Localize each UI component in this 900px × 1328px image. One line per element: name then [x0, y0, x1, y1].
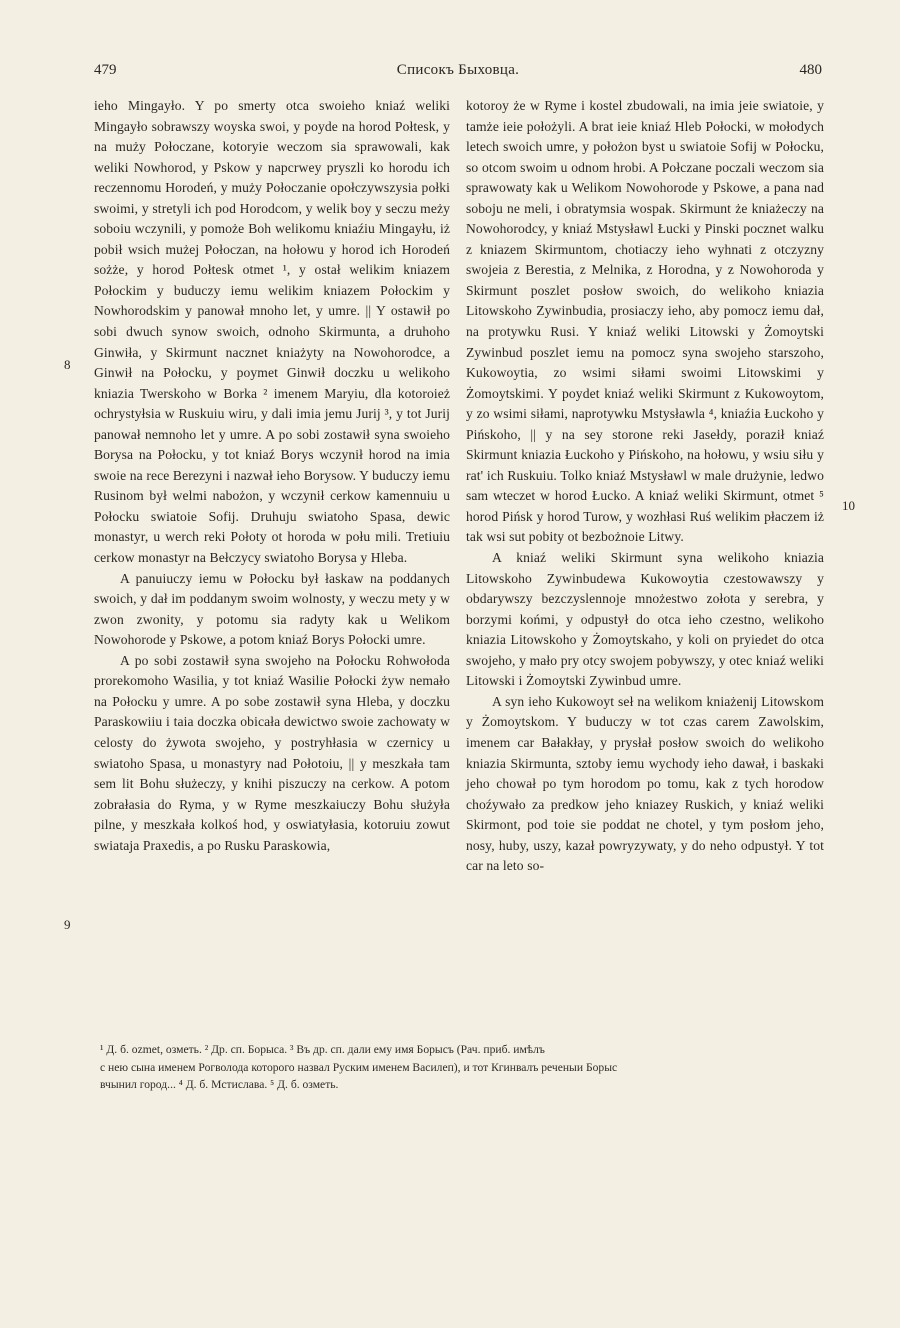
left-paragraph-2: A panuiuczy iemu w Połocku był łaskaw na poddanych swoich, y dał im poddanym swoim wolnosty, y weczu mety y w zwon zwonity, y potomu sia radyty kak u Welikom Nowohorode y Pskowe, a potom kniaź Borys Połocki umre. — [94, 570, 450, 648]
footnote-line-1: ¹ Д. б. ozmet, озметь. ² Др. сп. Борыса. ³ Въ др. сп. дали ему имя Борысъ (Рач. приб. имѣлъ — [100, 1043, 545, 1056]
right-paragraph-1: kotoroy że w Ryme i kostel zbudowali, na imia jeie swiatoie, y tamże ieie położyli. A brat ieie kniaź Hleb Połocki, w mołodych letech swoich umre, y położon byst u swiatoie Sofij w Połocku, so otcom swoim u odnom hrobi. A Połczane poczali weczom sia sprawowaty kak u Welikom Nowohorode y Pskowe, a pana nad soboju ne meli, i obratymsia wospak. Skirmunt że kniażeczy na Nowohorodcy, y kniaź Mstysławl Łucki y Pinski pocznet walku z kniazem Skirmuntom, chotiaczy ieho wyhnati z otczyzny swojeia z Berestia, z Melnika, z Horodna, y z Nowohoroda y Skirmunt poszlet posłow swoich, do welikoho kniazia Litowskoho Zywinbudia, prosiaczy ieho, aby pomocz iemu dał, na protywku Rusi. Y kniaź weliki Litowski y Żomoytski Zywinbud poszlet iemu na pomocz syna swojeho starszoho, Kukowoytia, zo wsimi siłami swoimi Litowskimi y Żomoytskimi. Y poydet kniaź weliki Skirmunt z Kukowoytom, y zo wsimi siłami, naprotywku Mstysławla ⁴, kniaźia Łuckoho y Pińskoho, || y na sey storone reki Jasełdy, poraził kniaź Skirmunt kniazia Łuckoho y Pińskoho, na hołowu, y wsiu siłu y rat' ich Ruskuiu. Tolko kniaź Mstysławl w male drużynie, ledwo sam wteczet w horod Łucko. A kniaź weliki Skirmunt, otmet ⁵ horod Pińsk y horod Turow, y wozhłasi Ruś welikim płaczem iż tak wsi sut pobity ot bezbożnoie Litwy. — [466, 98, 824, 545]
page-number-left: 479 — [94, 62, 117, 78]
left-text-column — [94, 96, 450, 856]
footnote-line-3: вчынил город... ⁴ Д. б. Мстислава. ⁵ Д. б. озметь. — [100, 1078, 339, 1091]
right-paragraph-3: A syn ieho Kukowoyt seł na welikom kniażenij Litowskom y Żomoytskom. Y buduczy w tot czas carem Zawolskim, imenem car Bałakłay, y prysłał posłow swoich do welikoho kniazia Skirmunta, sztoby iemu wychody ieho dawał, i baskaki jeho chował po tym horodom po tomu, kak z tych horodow choźywało za predkow jeho kniazey Ruskich, y kniaź weliki Skirmont, pod toie sie poddat ne chotel, y tym posłom jeho, nosy, huby, uszy, kazał powryzywaty, y do neho odpustył. Y tot car na leto so- — [466, 693, 824, 874]
running-title: Списокъ Быховца. — [396, 62, 520, 78]
margin-number-10: 10 — [842, 498, 855, 513]
left-paragraph-1: ieho Mingayło. Y po smerty otca swoieho kniaź weliki Mingayło sobrawszy woyska swoi, y poyde na horod Połtesk, y na muży Połoczane, kotoryie weczom sia sprawowali, kak weliki Nowhorod, y Pskow y napcrwey pryszli ko horodu ich reczennomu Horodeń, y muży Połoczanie opołczywszysia połki swoimi, y stretyli ich pod Horodcom, y welik boy y seczu meży soboiu wczynili, y pomoże Boh welikomu kniaźiu Mingayłu, iż pobił wsich mużej Połoczan, na hołowu y horod ich Horodeń sożże, y horod Połtesk otmet ¹, y ostał welikim kniazem Połockim y buduczy iemu welikim kniazem Połockim y Nowhorodskim y panował mnoho let, y umre. || Y ostawił po sobi dwuch synow swoich, odnoho Skirmunta, a druhoho Ginwiła, y Skirmunt nacznet kniażyty na Nowohorodce, a Ginwił na Połocku, y poymet Ginwił doczku u welikoho kniazia Twerskoho w Borka ² imenem Maryiu, dla kotoroież ochrystyłsia w Ruskuiu wiru, y dali imia jemu Jurij ³, y tot Jurij panował nemnoho let y umre. A po sobi zostawił syna swoieho Borysa na Połocku, y tot kniaź Borys wczynił horod na imia swoie na rece Berezyni i nazwał ieho Borysow. Y buduczy iemu Rusinom był welmi nabożon, y wczynił cerkow kamennuiu u Połocku swiatoie Sofij. Druhuju swiatoho Spasa, dewic monastyr, u werch reki Połoty ot horoda w połu mili. Tretiuiu cerkow monastyr na Bełczycy swiatoho Borysa y Hleba. — [94, 98, 450, 566]
footnote-line-2: с нею сына именем Рогволода которого назвал Руским именем Василеп), и тот Кгинвалъ реченыи Борыс — [100, 1060, 618, 1074]
page-number-right: 480 — [799, 62, 822, 78]
running-header — [94, 62, 822, 84]
left-paragraph-3: A po sobi zostawił syna swojeho na Połocku Rohwołoda prorekomoho Wasilia, y tot kniaź Wasilie Połocki żyw nemało na Połocku y umre. A po sobe zostawił syna Hleba, y doczku Paraskowiiu i taia doczka obicała dewictwo swoie zachowaty w celosty do żywota swojeho, y postryhłasia w czernicy u swiatoho Spasa, u monastyry nad Połotoiu, || y meszkała tam sem lit Bohu służeczy, y knihi piszuczy na cerkow. A potom zobrałasia do Ryma, y w Ryme meszkaiuczy Bohu służyła pilne, y meszkała kolkoś hod, y oswiatyłasia, kotoruiu zowut swiataja Praxedis, a po Rusku Paraskowia, — [94, 652, 450, 853]
right-text-column — [466, 96, 824, 877]
margin-number-8: 8 — [64, 357, 71, 372]
right-paragraph-2: A kniaź weliki Skirmunt syna welikoho kniazia Litowskoho Zywinbudewa Kukowoytia czestowawszy y obdarywszy bezczyslennoje mnożestwo zołota y serebra, y borzymi końmi, y odpustył do otca ieho czestno, welikoho kniazia Litowskoho y Żomoytskaho, y koli on pryiedet do otca swojeho, y mało pry otcy swojem pobywszy, y otec kniaź weliki Litowski i Żomoytski Zywinbud umre. — [466, 550, 824, 689]
margin-number-9: 9 — [64, 917, 71, 932]
footnotes — [100, 1041, 825, 1094]
